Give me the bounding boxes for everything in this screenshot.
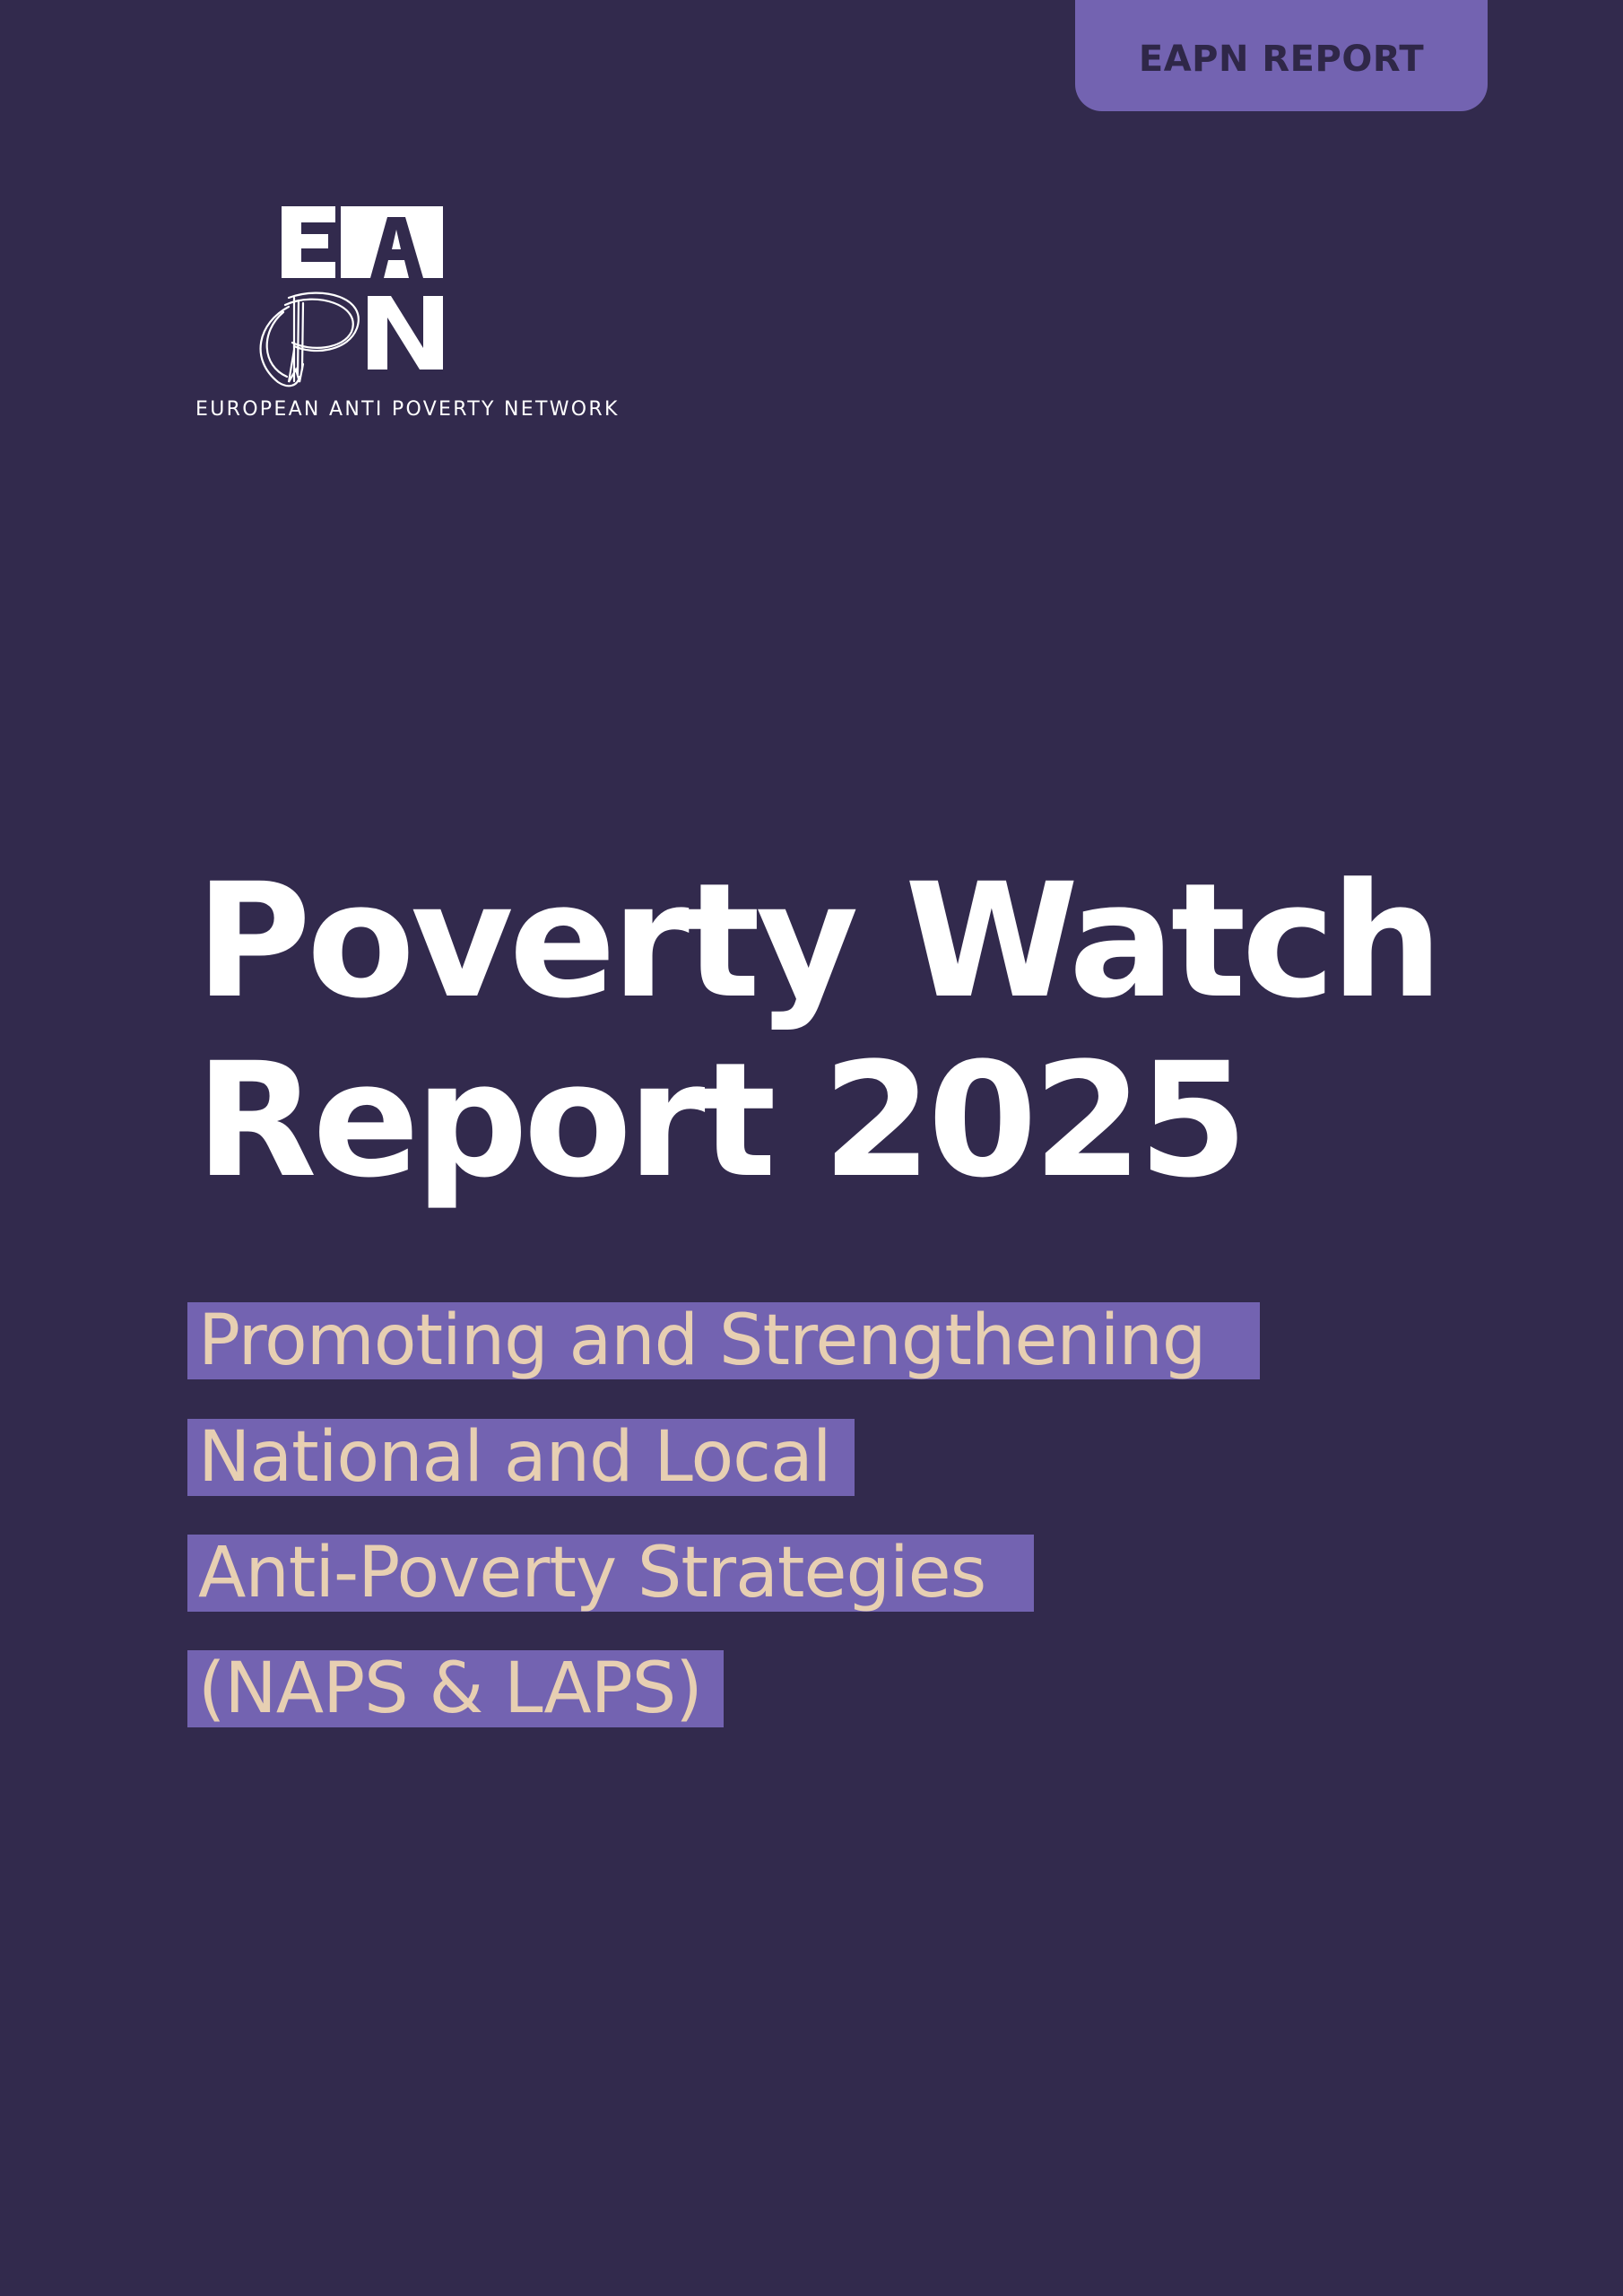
eapn-logo-mark	[188, 197, 547, 395]
report-title-line-1: Poverty Watch	[195, 849, 1439, 1033]
eapn-logo	[188, 197, 620, 430]
subtitle-line-4: (NAPS & LAPS)	[187, 1650, 724, 1727]
subtitle-line-2: National and Local	[187, 1419, 855, 1496]
report-type-label: EAPN REPORT	[1138, 39, 1425, 80]
report-type-tab	[1075, 0, 1488, 111]
logo-tagline: EUROPEAN ANTI POVERTY NETWORK	[195, 398, 620, 421]
subtitle-line-3: Anti-Poverty Strategies	[187, 1535, 1034, 1612]
report-title	[195, 849, 1594, 1213]
report-title-line-2: Report 2025	[195, 1029, 1244, 1213]
subtitle-line-1: Promoting and Strengthening	[187, 1302, 1260, 1379]
